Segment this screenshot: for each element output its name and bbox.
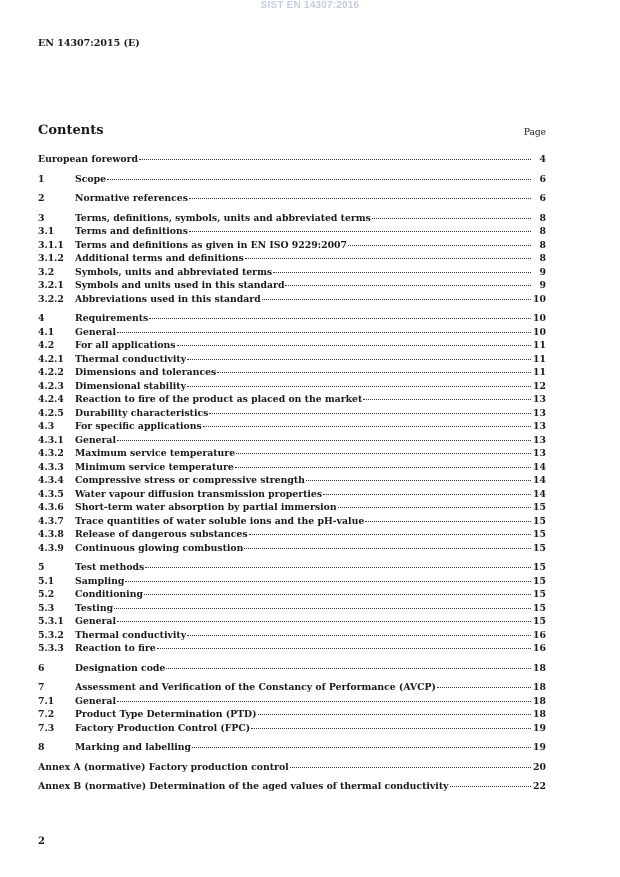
toc-entry-number: 5.3.1	[38, 616, 64, 627]
toc-dot-leader	[236, 452, 531, 454]
toc-entry-number: 4.3.4	[38, 475, 64, 486]
toc-entry[interactable]	[38, 741, 546, 755]
toc-entry-title: Reaction to fire of the product as placed on the market	[75, 394, 363, 405]
toc-entry-number: 4.1	[38, 326, 55, 338]
toc-entry[interactable]	[38, 515, 546, 529]
toc-entry[interactable]	[38, 461, 546, 475]
toc-entry-title: General	[75, 326, 116, 338]
toc-entry-number: 4.3.8	[38, 529, 64, 540]
toc-entry-number: 7.1	[38, 695, 55, 707]
toc-entry[interactable]	[38, 629, 546, 643]
toc-entry-title: Thermal conductivity	[75, 353, 187, 365]
toc-entry-page: 13	[533, 394, 546, 405]
toc-entry-title: Continuous glowing combustion	[75, 542, 244, 554]
toc-dot-leader	[203, 425, 531, 427]
toc-entry-number: 7.2	[38, 709, 55, 720]
toc-entry[interactable]	[38, 312, 546, 326]
toc-entry-number: 4.3.3	[38, 461, 64, 473]
toc-entry-page: 15	[533, 616, 546, 627]
toc-entry-page: 9	[539, 266, 546, 278]
toc-dot-leader	[166, 667, 531, 669]
toc-dot-leader	[338, 506, 531, 508]
toc-entry[interactable]	[38, 474, 546, 488]
toc-entry-page: 15	[533, 602, 546, 614]
watermark: SIST EN 14307:2016	[260, 0, 360, 11]
toc-entry-number: 4.2.4	[38, 394, 64, 405]
toc-entry-page: 13	[533, 407, 546, 419]
toc-entry-title: Additional terms and definitions	[75, 253, 244, 264]
toc-dot-leader	[450, 785, 531, 787]
toc-entry-title: General	[75, 695, 116, 707]
toc-entry-title: Product Type Determination (PTD)	[75, 709, 257, 720]
toc-entry[interactable]	[38, 153, 546, 167]
toc-entry-title: Minimum service temperature	[75, 461, 234, 473]
toc-entry[interactable]	[38, 239, 546, 253]
toc-entry[interactable]	[38, 528, 546, 542]
toc-dot-leader	[363, 398, 531, 400]
toc-entry-number: 4.3	[38, 421, 55, 432]
toc-entry[interactable]	[38, 761, 546, 775]
toc-entry-title: Compressive stress or compressive strength	[75, 475, 305, 486]
toc-entry-title: For all applications	[75, 340, 176, 351]
toc-entry[interactable]	[38, 353, 546, 367]
toc-entry-title: Normative references	[75, 193, 188, 204]
toc-entry-title: Factory Production Control (FPC)	[75, 722, 251, 734]
toc-entry-title: Test methods	[75, 562, 145, 573]
toc-entry-title: Symbols, units and abbreviated terms	[75, 266, 273, 278]
toc-entry-number: 5	[38, 562, 45, 573]
toc-entry-number: 5.2	[38, 589, 55, 600]
toc-dot-leader	[149, 317, 531, 319]
toc-dot-leader	[262, 298, 531, 300]
toc-entry-number: 3.1	[38, 226, 55, 237]
toc-entry-page: 8	[539, 226, 546, 237]
toc-entry-page: 18	[533, 709, 546, 720]
toc-dot-leader	[107, 178, 531, 180]
toc-dot-leader	[251, 727, 531, 729]
toc-entry-page: 8	[539, 212, 546, 224]
toc-entry-number: 4.3.7	[38, 515, 64, 527]
toc-entry-page: 6	[539, 173, 546, 185]
toc-entry-page: 16	[533, 643, 546, 654]
toc-entry-number: 4.3.1	[38, 434, 64, 446]
toc-entry[interactable]	[38, 722, 546, 736]
toc-entry-number: 3.1.1	[38, 239, 64, 251]
toc-dot-leader	[437, 686, 531, 688]
toc-entry-page: 14	[533, 488, 546, 500]
toc-entry-title: Reaction to fire	[75, 643, 156, 654]
toc-entry-page: 12	[533, 380, 546, 392]
toc-entry-page: 11	[533, 367, 546, 378]
toc-entry[interactable]	[38, 588, 546, 602]
toc-dot-leader	[187, 358, 531, 360]
toc-entry-number: 4.2.5	[38, 407, 64, 419]
toc-entry-page: 15	[533, 575, 546, 587]
toc-entry-page: 18	[533, 695, 546, 707]
toc-dot-leader	[117, 331, 531, 333]
toc-entry-number: 4.3.5	[38, 488, 64, 500]
toc-entry-number: 4.2.3	[38, 380, 64, 392]
toc-entry-title: Testing	[75, 602, 114, 614]
toc-entry-page: 10	[533, 313, 546, 324]
toc-entry-page: 15	[533, 502, 546, 513]
toc-dot-leader	[117, 700, 531, 702]
toc-entry-page: 9	[539, 280, 546, 291]
toc-entry[interactable]	[38, 407, 546, 421]
page-number: 2	[38, 836, 45, 847]
toc-entry-title: Designation code	[75, 662, 166, 674]
toc-dot-leader	[114, 607, 531, 609]
toc-dot-leader	[177, 344, 531, 346]
toc-entry[interactable]	[38, 225, 546, 239]
toc-entry-page: 19	[533, 742, 546, 753]
toc-entry-title: Conditioning	[75, 589, 143, 600]
toc-dot-leader	[139, 158, 531, 160]
toc-entry-title: Maximum service temperature	[75, 448, 236, 459]
toc-entry-title: Durability characteristics	[75, 407, 209, 419]
toc-dot-leader	[258, 713, 531, 715]
toc-entry-number: 3.2	[38, 266, 55, 278]
toc-entry[interactable]	[38, 561, 546, 575]
toc-entry-number: 4.2	[38, 340, 55, 351]
toc-entry[interactable]	[38, 326, 546, 340]
toc-entry-page: 20	[533, 761, 546, 773]
toc-entry[interactable]	[38, 488, 546, 502]
toc-entry-page: 4	[539, 154, 546, 165]
toc-dot-leader	[306, 479, 531, 481]
toc-dot-leader	[157, 647, 531, 649]
toc-entry-title: Scope	[75, 173, 106, 185]
toc-entry-number: 7.3	[38, 722, 55, 734]
toc-entry-page: 13	[533, 448, 546, 459]
toc-dot-leader	[189, 197, 531, 199]
toc-dot-leader	[192, 746, 531, 748]
toc-entry-page: 22	[533, 781, 546, 792]
toc-entry[interactable]	[38, 642, 546, 656]
toc-entry-title: Short-term water absorption by partial immersion	[75, 502, 337, 513]
toc-dot-leader	[273, 271, 531, 273]
toc-entry-title: For specific applications	[75, 421, 202, 432]
toc-entry[interactable]	[38, 293, 546, 307]
toc-entry-number: 4.3.2	[38, 448, 64, 459]
toc-entry-page: 18	[533, 662, 546, 674]
toc-entry-number: 3.2.1	[38, 280, 64, 291]
toc-entry-number: 5.3	[38, 602, 55, 614]
toc-dot-leader	[348, 244, 531, 246]
toc-entry-number: 5.3.2	[38, 629, 64, 641]
toc-entry-number: 8	[38, 742, 45, 753]
table-of-contents	[38, 153, 546, 794]
toc-dot-leader	[145, 566, 531, 568]
toc-entry-page: 6	[539, 193, 546, 204]
toc-entry-title: Terms and definitions	[75, 226, 188, 237]
toc-entry[interactable]	[38, 501, 546, 515]
toc-entry-title: European foreword	[38, 154, 138, 165]
toc-dot-leader	[249, 533, 531, 535]
toc-entry-page: 10	[533, 293, 546, 305]
toc-entry-page: 14	[533, 475, 546, 486]
toc-entry-title: Dimensional stability	[75, 380, 186, 392]
toc-dot-leader	[125, 580, 531, 582]
toc-dot-leader	[189, 230, 531, 232]
toc-entry[interactable]	[38, 602, 546, 616]
toc-entry[interactable]	[38, 662, 546, 676]
toc-entry-page: 15	[533, 529, 546, 540]
toc-entry-number: 4.3.6	[38, 502, 64, 513]
toc-entry-title: Requirements	[75, 313, 149, 324]
toc-entry[interactable]	[38, 695, 546, 709]
toc-entry[interactable]	[38, 420, 546, 434]
toc-dot-leader	[290, 766, 531, 768]
toc-entry[interactable]	[38, 447, 546, 461]
toc-entry[interactable]	[38, 252, 546, 266]
toc-entry[interactable]	[38, 542, 546, 556]
toc-entry-title: Terms and definitions as given in EN ISO 9229:2007	[75, 239, 347, 251]
toc-entry-title: Annex A (normative) Factory production control	[38, 761, 289, 773]
toc-entry-page: 18	[533, 682, 546, 693]
toc-entry[interactable]	[38, 266, 546, 280]
toc-dot-leader	[117, 439, 531, 441]
toc-entry-number: 4.2.2	[38, 367, 64, 378]
toc-dot-leader	[245, 257, 531, 259]
toc-entry-number: 4.2.1	[38, 353, 64, 365]
toc-dot-leader	[285, 284, 531, 286]
page-column-label: Page	[523, 128, 546, 138]
toc-entry-number: 5.1	[38, 575, 55, 587]
toc-dot-leader	[323, 493, 531, 495]
toc-dot-leader	[217, 371, 531, 373]
toc-entry[interactable]	[38, 575, 546, 589]
toc-entry-page: 15	[533, 589, 546, 600]
toc-dot-leader	[209, 412, 531, 414]
toc-entry-number: 7	[38, 682, 45, 693]
toc-entry[interactable]	[38, 212, 546, 226]
toc-entry-title: Thermal conductivity	[75, 629, 187, 641]
toc-entry[interactable]	[38, 615, 546, 629]
toc-dot-leader	[365, 520, 531, 522]
toc-entry-title: Dimensions and tolerances	[75, 367, 217, 378]
toc-entry-title: Terms, definitions, symbols, units and abbreviated terms	[75, 212, 371, 224]
toc-entry-page: 8	[539, 253, 546, 264]
toc-dot-leader	[235, 466, 531, 468]
toc-entry-number: 4.3.9	[38, 542, 64, 554]
toc-entry-number: 6	[38, 662, 45, 674]
toc-entry-page: 11	[533, 340, 546, 351]
toc-entry-title: Abbreviations used in this standard	[75, 293, 261, 305]
toc-entry[interactable]	[38, 393, 546, 407]
toc-entry-page: 15	[533, 562, 546, 573]
toc-entry-title: Trace quantities of water soluble ions and the pH-value	[75, 515, 365, 527]
toc-entry[interactable]	[38, 279, 546, 293]
toc-entry-number: 5.3.3	[38, 643, 64, 654]
toc-entry-page: 16	[533, 629, 546, 641]
toc-entry-number: 1	[38, 173, 45, 185]
toc-dot-leader	[117, 620, 531, 622]
toc-entry-title: Symbols and units used in this standard	[75, 280, 285, 291]
toc-entry-number: 2	[38, 193, 45, 204]
toc-entry-title: General	[75, 434, 116, 446]
toc-entry-title: Water vapour diffusion transmission properties	[75, 488, 323, 500]
toc-entry-number: 3	[38, 212, 45, 224]
toc-entry[interactable]	[38, 708, 546, 722]
toc-entry[interactable]	[38, 380, 546, 394]
toc-entry-page: 14	[533, 461, 546, 473]
toc-entry-title: Release of dangerous substances	[75, 529, 248, 540]
toc-entry-page: 11	[533, 353, 546, 365]
toc-entry[interactable]	[38, 366, 546, 380]
toc-entry-title: Annex B (normative) Determination of the aged values of thermal conductivity	[38, 781, 449, 792]
toc-entry-number: 4	[38, 313, 45, 324]
toc-entry-number: 3.1.2	[38, 253, 64, 264]
toc-entry[interactable]	[38, 339, 546, 353]
toc-entry[interactable]	[38, 681, 546, 695]
toc-entry[interactable]	[38, 434, 546, 448]
toc-entry-title: Assessment and Verification of the Constancy of Performance (AVCP)	[75, 682, 436, 693]
toc-entry-page: 13	[533, 434, 546, 446]
toc-entry-title: General	[75, 616, 116, 627]
toc-entry-page: 13	[533, 421, 546, 432]
toc-entry-number: 3.2.2	[38, 293, 64, 305]
toc-entry-page: 19	[533, 722, 546, 734]
toc-entry[interactable]	[38, 780, 546, 794]
toc-dot-leader	[372, 217, 531, 219]
toc-entry-title: Sampling	[75, 575, 125, 587]
toc-entry-page: 15	[533, 515, 546, 527]
toc-dot-leader	[187, 634, 531, 636]
toc-entry[interactable]	[38, 192, 546, 206]
contents-heading: Contents	[38, 123, 104, 138]
toc-entry-title: Marking and labelling	[75, 742, 192, 753]
toc-entry-page: 15	[533, 542, 546, 554]
toc-dot-leader	[144, 593, 531, 595]
toc-dot-leader	[187, 385, 531, 387]
toc-entry-page: 8	[539, 239, 546, 251]
toc-dot-leader	[244, 547, 531, 549]
document-identifier: EN 14307:2015 (E)	[38, 38, 140, 49]
toc-entry[interactable]	[38, 173, 546, 187]
toc-entry-page: 10	[533, 326, 546, 338]
